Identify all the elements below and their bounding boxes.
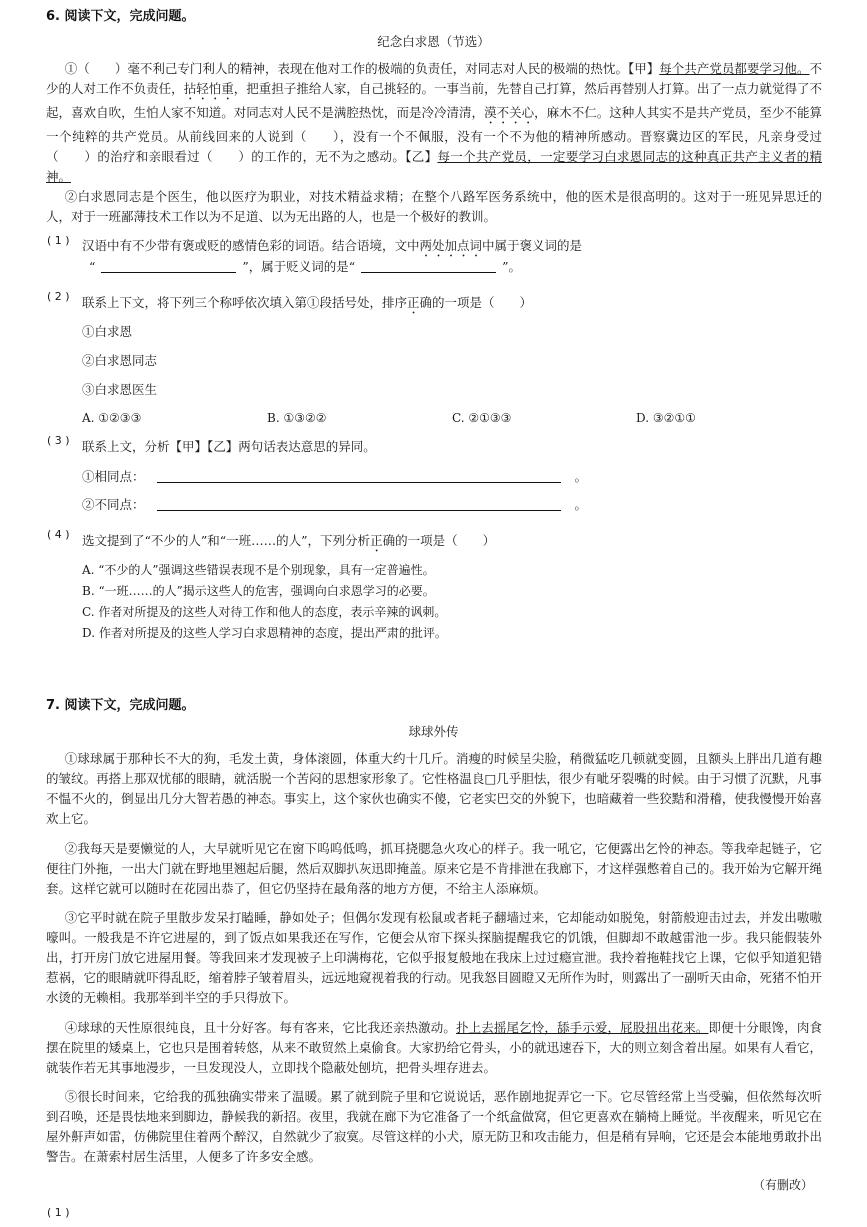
q6-sub1-quote-close: ”。 (502, 259, 522, 274)
q6-p1-yi-sentence: 每一个共产党员，一定要学习白求恩同志的这种真正共产主义者的精神。 (46, 149, 822, 184)
q6-p1-text-c: 不少的人对工作不负责任， (46, 61, 822, 96)
q7-sub1-number: ( 1 ) (47, 1206, 70, 1219)
q7-paragraph-1: ①球球属于那种长不大的狗，毛发土黄，身体滚圆，体重大约十几斤。消瘦的时候呈尖脸，稍微猛吃几顿就变圆，且额头上胖出几道有趣的皱纹。再搭上那双忧郁的眼睛，就活脱一个苦闷的思想家形象了。它性格温良□几乎胆怯，很少有呲牙裂嘴的时候。由于习惯了沉默，凡事不愠不火的，倒显出几分大智若愚的神态。事实上，这个家伙也确实不傻，它老实巴交的外貌下，也暗藏着一些狡黠和滑稽，使我慢慢开始喜欢上它。 (46, 751, 822, 826)
q6-sub1-blank-negative[interactable] (361, 258, 496, 273)
q6-sub1-blank-positive[interactable] (101, 258, 236, 273)
q6-heading: 6. 阅读下文，完成问题。 (46, 9, 195, 24)
q7-paragraph-5: ⑤很长时间来，它给我的孤独确实带来了温暖。累了就到院子里和它说说话，恶作剧地捉弄它一下。它尽管经常上当受骗，但依然每次听到召唤，还是畏怯地来到脚边，静候我的新招。夜里，我就在廊下为它准备了一个纸盒做窝，但它更喜欢在躺椅上睡觉。半夜醒来，听见它在屋外鼾声如雷，仿佛院里住着两个醉汉，自然就少了寂寞。尽管这样的小犬，原无防卫和攻击能力，但是稍有异响，它还是会本能地勇敢扑出警告。在萧索村居生活里，人便多了许多安全感。 (46, 1089, 822, 1164)
q6-sub3-diff-label: ②不同点： (82, 497, 145, 512)
q6-sub3-prompt: 联系上文，分析【甲】【乙】两句话表达意思的异同。 (82, 439, 376, 454)
q6-paragraph-2: ②白求恩同志是个医生，他以医疗为职业，对技术精益求精；在整个八路军医务系统中，他的医术是很高明的。这对于一班见异思迁的人，对于一班鄙薄技术工作以为不足道、以为无出路的人，也是一个极好的教训。 (46, 189, 822, 224)
q6-sub3-same-period: 。 (574, 469, 588, 484)
q6-sub4-text-a: 选文提到了“不少的人”和“一班……的人”，下列分析 (82, 533, 371, 548)
q6-p1-text-g: ，麻木不仁。这种人其实不是共产党员，至少不能算一个纯粹的共产党员。从前线回来的人说到（ ），没有一个不佩服，没有一个不为他的精神所感动。晋察冀边区的军民，凡亲身受过（ ）的治疗和亲眼看过（ ）的工作的，无不为之感动。【乙】 (46, 105, 822, 164)
q6-sub2-text-a: 联系上下文，将下列三个称呼依次填入第①段括号处，排序 (82, 295, 408, 310)
q6-sub1-dotted: 两处加点词 (419, 238, 483, 253)
q6-sub2-option-c[interactable]: C. ②①③③ (452, 411, 512, 425)
q6-sub3-diff-row (82, 495, 587, 515)
q6-sub4-option-d[interactable]: D. 作者对所提及的这些人学习白求恩精神的态度，提出严肃的批评。 (82, 626, 447, 640)
q6-sub2-item-2: ②白求恩同志 (82, 353, 158, 368)
q6-sub2-item-3: ③白求恩医生 (82, 382, 158, 397)
q7-credit-note: （有删改） (752, 1178, 813, 1192)
q6-sub3-diff-blank[interactable] (157, 496, 561, 511)
q7-passage-title: 球球外传 (408, 724, 459, 739)
q6-sub3-same-blank[interactable] (157, 468, 561, 483)
q7-paragraph-2: ②我每天是要懒觉的人，大早就听见它在窗下呜呜低鸣，抓耳挠腮急火攻心的样子。我一吼它，它便露出乞怜的神态。等我牵起链子，它便往门外拖，一出大门就在野地里翘起后腿，然后双脚扒灰迅即掩盖。原来它是不肯排泄在我廊下，才这样强憋着自己的。我开始为它解开绳套。这样它就可以随时在花园出恭了，但它仍坚持在最角落的地方方便，不给主人添麻烦。 (46, 841, 822, 896)
q6-sub2-dotted: 正 (407, 295, 420, 310)
q6-sub2-option-d[interactable]: D. ③②①① (636, 411, 696, 425)
q6-sub3-same-row (82, 467, 587, 487)
q7-p4-underlined: 扑上去摇尾乞怜，舔手示爱，屁股扭出花来。 (456, 1020, 709, 1035)
q6-sub4-option-c[interactable]: C. 作者对所提及的这些人对待工作和他人的态度，表示辛辣的讽刺。 (82, 605, 447, 619)
q7-paragraph-4 (46, 1018, 822, 1078)
q6-sub1-number: ( 1 ) (47, 234, 70, 247)
q6-sub2-prompt (82, 293, 532, 317)
q6-sub1-text-c: 中属于褒义词的是 (482, 238, 583, 253)
q6-p1-jia-sentence: 每个共产党员都要学习他。 (659, 61, 810, 76)
q6-sub3-number: ( 3 ) (47, 434, 70, 447)
q6-sub2-item-1: ①白求恩 (82, 324, 133, 339)
q6-sub3-diff-period: 。 (574, 497, 588, 512)
q6-sub4-option-a[interactable]: A. “不少的人”强调这些错误表现不是个别现象，具有一定普遍性。 (82, 563, 435, 577)
q6-sub1-answer-line (89, 257, 521, 277)
q6-sub4-option-b[interactable]: B. “一班……的人”揭示这些人的危害，强调向白求恩学习的必要。 (82, 584, 435, 598)
q6-passage-title: 纪念白求恩（节选） (377, 34, 490, 49)
q6-sub4-text-c: 确的一项是（ ） (382, 533, 496, 548)
q6-sub2-option-a[interactable]: A. ①②③③ (82, 411, 142, 425)
q6-paragraph-1 (46, 59, 822, 187)
q6-sub2-option-b[interactable]: B. ①③②② (267, 411, 327, 425)
q7-p4-text-a: ④球球的天性原很纯良，且十分好客。每有客来，它比我还亲热激动。 (64, 1020, 457, 1035)
q6-sub1-text-a: 汉语中有不少带有褒或贬的感情色彩的词语。结合语境，文中 (82, 238, 420, 253)
q7-paragraph-3: ③它平时就在院子里散步发呆打瞌睡，静如处子；但偶尔发现有松鼠或者耗子翻墙过来，它却能动如脱兔，射箭般迎击过去，并发出嗷嗷嚎叫。一般我是不许它进屋的，到了饭点如果我还在写作，它便会从帘下探头探脑提醒我它的饥饿，但脚却不敢越雷池一步。我只能假装外出，打开房门放它进屋用餐。等我回来才发现被子上印满梅花，它似乎报复般地在我床上过过瘾宣泄。我拎着拖鞋找它上课，它似乎知道犯错惹祸，它的眼睛就吓得乱眨，缩着脖子皱着眉头，远远地窥视着我的行动。见我怒目圆瞪又无所作为时，则露出了一副听天由命，死猪不怕开水烫的无赖相。我那举到半空的手只得放下。 (46, 910, 822, 1005)
q6-sub2-number: ( 2 ) (47, 290, 70, 303)
q7-p4-text-c: 即便十分眼馋，肉食摆在院里的矮桌上，它也只是围着转悠，从来不敢贸然上桌偷食。大家扔给它骨头，小的就迅速吞下，大的则立刻含着出屋。如果有人看它，就装作若无其事地漫步，一旦发现没人，立即找个隐蔽处刨坑，把骨头埋存进去。 (46, 1020, 822, 1075)
q6-sub1-quote-open: “ (89, 259, 96, 274)
q6-sub3-same-label: ①相同点： (82, 469, 145, 484)
q7-heading: 7. 阅读下文，完成问题。 (46, 698, 195, 713)
q6-p1-text-a: ①（ ）毫不利己专门利人的精神，表现在他对工作的极端的负责任，对同志对人民的极端的热忱。【甲】 (64, 61, 660, 76)
q6-sub2-text-c: 确的一项是（ ） (419, 295, 533, 310)
q6-sub4-prompt (82, 531, 495, 555)
q6-sub4-dotted: 正 (370, 533, 383, 548)
q6-sub1-mid-text: ”，属于贬义词的是“ (242, 259, 356, 274)
q6-p1-dotted-word-2: 漠不关心 (484, 105, 535, 120)
q6-p1-text-e: ，把重担子推给人家，自己挑轻的。一事当前，先替自己打算，然后再替别人打算。出了一点力就觉得了不起，喜欢自吹，生怕人家不知道。对同志对人民不是满腔热忱，而是冷冷清清， (46, 81, 822, 120)
q6-p1-dotted-word-1: 拈轻怕重 (183, 81, 234, 96)
q6-sub4-number: ( 4 ) (47, 528, 70, 541)
